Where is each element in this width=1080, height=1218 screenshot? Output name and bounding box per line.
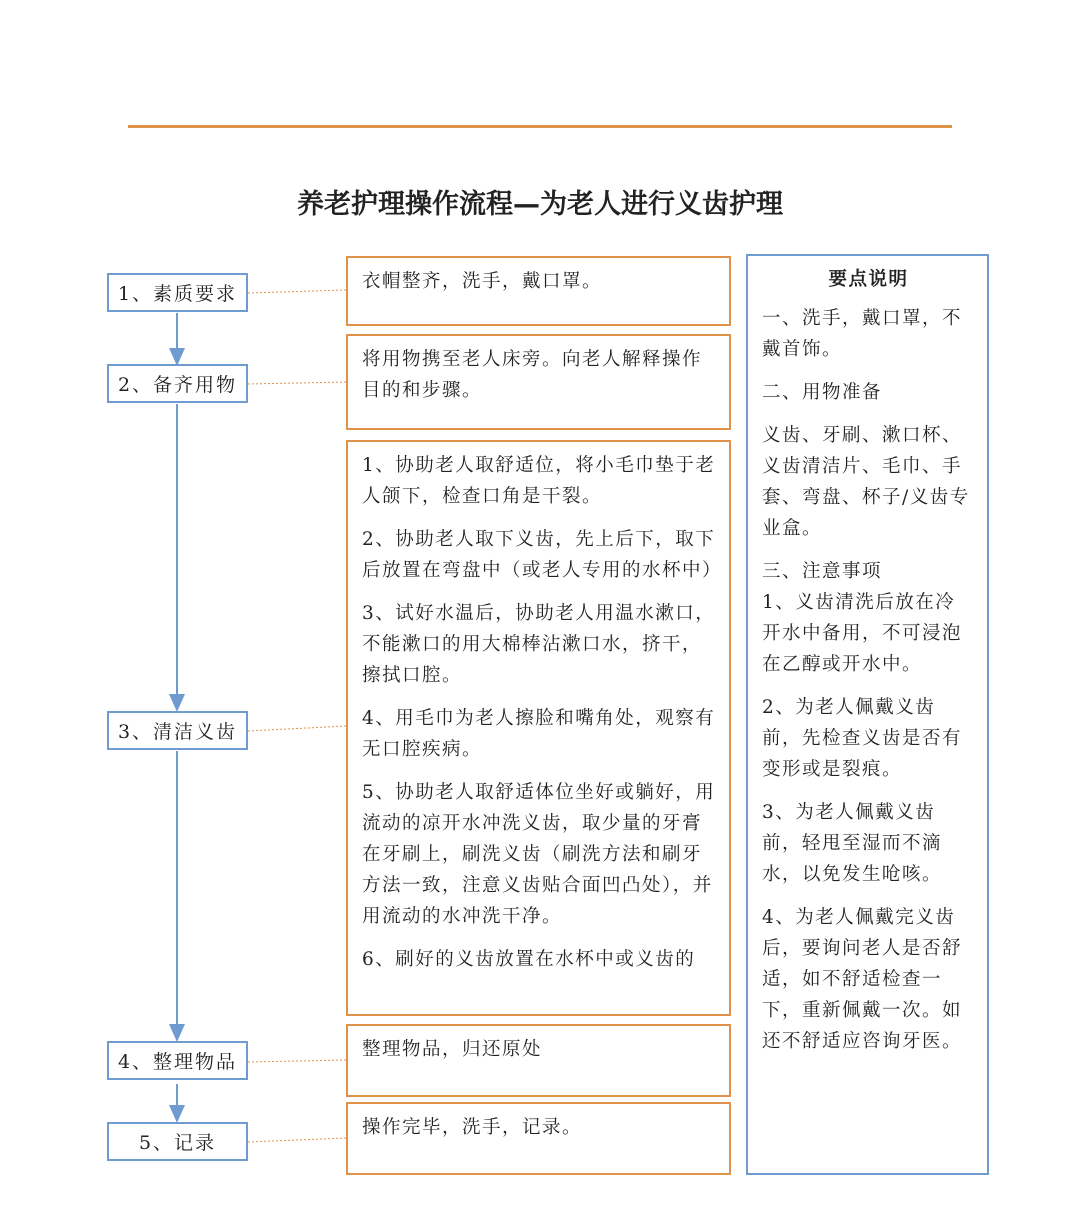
note-section-1: 一、洗手，戴口罩，不戴首饰。 bbox=[762, 308, 963, 360]
detail-item: 5、协助老人取舒适体位坐好或躺好，用流动的凉开水冲洗义齿，取少量的牙膏在牙刷上，刷洗义齿（刷洗方法和刷牙方法一致，注意义齿贴合面凹凸处），并用流动的水冲洗干净。 bbox=[362, 782, 716, 927]
detail-text-5: 操作完毕，洗手，记录。 bbox=[362, 1117, 583, 1138]
detail-box-2 bbox=[346, 334, 731, 430]
detail-text-1: 衣帽整齐，洗手，戴口罩。 bbox=[362, 271, 603, 292]
detail-text-4: 整理物品，归还原处 bbox=[362, 1039, 543, 1060]
step-quality: 1、素质要求 bbox=[107, 273, 248, 312]
link-5 bbox=[248, 1138, 346, 1142]
note-section-2-body: 义齿、牙刷、漱口杯、义齿清洁片、毛巾、手套、弯盘、杯子/义齿专业盒。 bbox=[762, 425, 970, 539]
note-item: 4、为老人佩戴完义齿后，要询问老人是否舒适，如不舒适检查一下，重新佩戴一次。如还不舒适应咨询牙医。 bbox=[762, 907, 963, 1052]
detail-item: 1、协助老人取舒适位，将小毛巾垫于老人颌下，检查口角是干裂。 bbox=[362, 455, 716, 507]
step-prepare: 2、备齐用物 bbox=[107, 364, 248, 403]
note-section-2-title: 二、用物准备 bbox=[762, 382, 883, 403]
step-record: 5、记录 bbox=[107, 1122, 248, 1161]
step-clean: 3、清洁义齿 bbox=[107, 711, 248, 750]
key-points-heading: 要点说明 bbox=[828, 269, 909, 290]
detail-box-3 bbox=[346, 440, 731, 1016]
note-item: 3、为老人佩戴义齿前，轻甩至湿而不滴水，以免发生呛咳。 bbox=[762, 802, 943, 885]
detail-box-4 bbox=[346, 1024, 731, 1097]
link-3 bbox=[248, 726, 346, 731]
link-4 bbox=[248, 1060, 346, 1062]
detail-text-2: 将用物携至老人床旁。向老人解释操作目的和步骤。 bbox=[362, 349, 703, 401]
link-1 bbox=[248, 290, 346, 293]
link-2 bbox=[248, 382, 346, 384]
detail-item: 3、试好水温后，协助老人用温水漱口，不能漱口的用大棉棒沾漱口水，挤干，擦拭口腔。 bbox=[362, 603, 716, 686]
detail-box-1 bbox=[346, 256, 731, 326]
detail-item: 6、刷好的义齿放置在水杯中或义齿的 bbox=[362, 949, 696, 970]
page-title: 养老护理操作流程—为老人进行义齿护理 bbox=[297, 189, 783, 220]
note-section-3-title: 三、注意事项 bbox=[762, 561, 883, 582]
detail-item: 2、协助老人取下义齿，先上后下，取下后放置在弯盘中（或老人专用的水杯中） bbox=[362, 529, 723, 581]
detail-box-5 bbox=[346, 1102, 731, 1175]
detail-item: 4、用毛巾为老人擦脸和嘴角处，观察有无口腔疾病。 bbox=[362, 708, 716, 760]
note-item: 2、为老人佩戴义齿前，先检查义齿是否有变形或是裂痕。 bbox=[762, 697, 963, 780]
key-points-panel bbox=[746, 254, 989, 1175]
step-tidy: 4、整理物品 bbox=[107, 1041, 248, 1080]
note-item: 1、义齿清洗后放在冷开水中备用，不可浸泡在乙醇或开水中。 bbox=[762, 592, 963, 675]
